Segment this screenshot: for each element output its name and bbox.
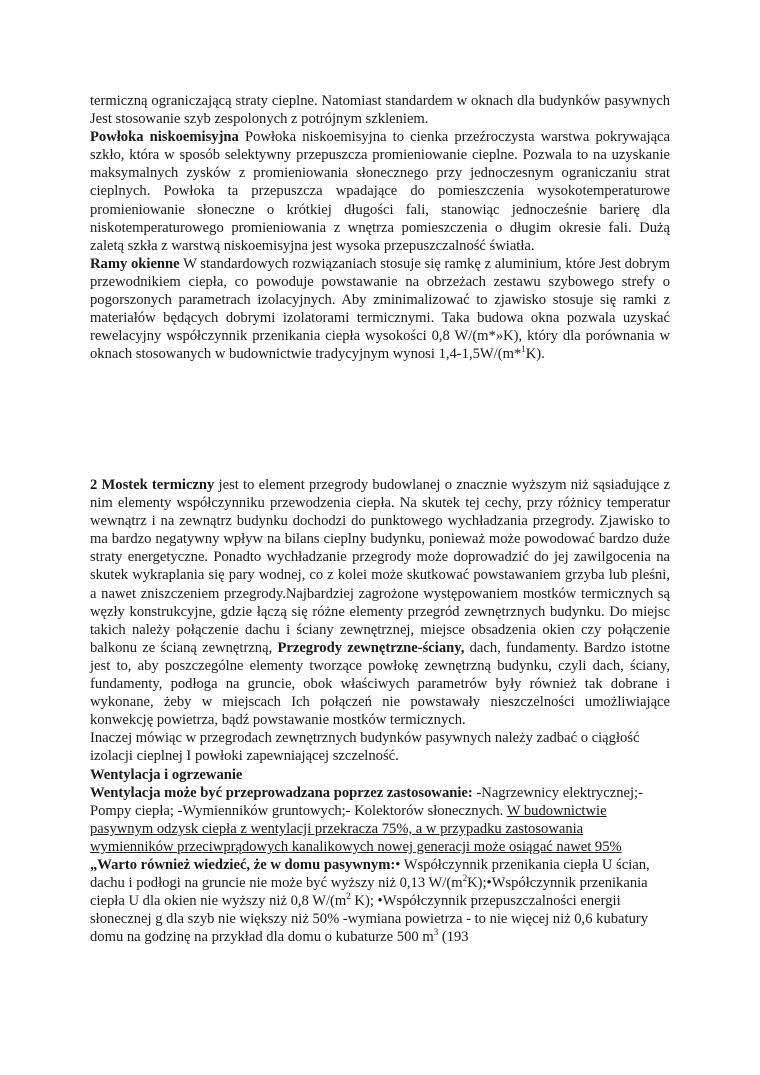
low-emissivity-paragraph: Powłoka niskoemisyjna Powłoka niskoemisyjna to cienka przeźroczysta warstwa pokrywająca szkło, która w sposób selektywny przepuszcza promieniowanie cieplne. Pozwala to na uzyskanie maksymalnych zysków z promieniowania słonecznego przy jednoczesnym ograniczaniu strat cieplnych. Powłoka ta przepuszcza wpadające do pomieszczenia wysokotemperaturowe promieniowanie słoneczne o krótkiej długości fali, stanowiąc jednocześnie barierę dla niskotemperaturowego promieniowania z wnętrza pomieszczenia o długim okresie fali. Dużą zaletą szkła z warstwą niskoemisyjna jest wysoka przepuszczalność światła. bbox=[90, 129, 670, 254]
window-frames-paragraph: Ramy okienne W standardowych rozwiązaniach stosuje się ramkę z aluminium, które Jest dobrym przewodnikiem ciepła, co powoduje powstawanie na obrzeżach zestawu szybowego strefy o pogorszonych parametrach izolacyjnych. Aby zminimalizować to zjawisko stosuje się ramki z materiałów będących dobrymi izolatorami termicznymi. Taka budowa okna pozwala uzyskać rewelacyjny współczynnik przenikania ciepła wysokości 0,8 W/(m*»K), który dla porównania w oknach stosowanych w budownictwie tradycyjnym wynosi 1,4-1,5W/(m*$^1$K). bbox=[90, 255, 670, 363]
low-emissivity-heading: Powłoka niskoemisyjna bbox=[90, 129, 239, 146]
intro-paragraph: termiczną ograniczającą straty cieplne. Natomiast standardem w oknach dla budynków pasywnych Jest stosowanie szyb zespolonych z potrójnym szkleniem. bbox=[90, 93, 670, 128]
continuity-paragraph: Inaczej mówiąc w przegrodach zewnętrznych budynków pasywnych należy zadbać o ciągłość izolacji cieplnej I powłoki zapewniającej szczelność. bbox=[90, 730, 640, 765]
heat-recovery-note: W budownictwie pasywnym odzysk ciepła z wentylacji przekracza 75%, a w przypadku zastosowania wymienników przeciwprądowych kanalikowych nowej generacji może osiągać nawet 95% bbox=[90, 802, 622, 855]
passive-house-facts-heading: „Warto również wiedzieć, że w domu pasywnym: bbox=[90, 856, 396, 873]
ventilation-paragraph: Wentylacja może być przeprowadzana poprzez zastosowanie: -Nagrzewnicy elektrycznej;- Pompy ciepła; -Wymienników gruntowych;- Kolektorów słonecznych. W budownictwie pasywnym odzysk ciepła z wentylacji przekracza 75%, a w przypadku zastosowania wymienników przeciwprądowych kanalikowych nowej generacji może osiągać nawet 95% bbox=[90, 784, 643, 855]
windows-section bbox=[90, 92, 670, 363]
passive-house-facts-paragraph: „Warto również wiedzieć, że w domu pasywnym:• Współczynnik przenikania ciepła U ścian, dachu i podłogi na gruncie nie może być wyższy niż 0,13 $W/(m^2K);•Współczynnik$ przenikania ciepła U dla okien nie wyższy niż 0,8 $W/(m^2$ K); •Współczynnik przepuszczalności energii słonecznej g dla szyb nie większy niż 50% -wymiana powietrza - to nie więcej niż 0,6 kubatury domu na godzinę na przykład dla domu o kubaturze 500 $m^3$ (193 bbox=[90, 856, 650, 946]
thermal-bridge-section bbox=[90, 476, 670, 946]
thermal-bridge-paragraph: 2 Mostek termiczny jest to element przegrody budowlanej o znacznie wyższym niż sąsiadujące z nim elementy współczynniku przewodzenia ciepła. Na skutek tej cechy, przy różnicy temperatur wewnątrz i na zewnątrz budynku dochodzi do punktowego wychładzania przegrody. Zjawisko to ma bardzo negatywny wpływ na bilans cieplny budynku, ponieważ może powodować bardzo duże straty energetyczne. Ponadto wychładzanie przegrody może doprowadzić do jej zawilgocenia na skutek wykraplania się pary wodnej, co z kolei może skutkować powstawaniem grzyba lub pleśni, a nawet zniszczeniem przegrody.Najbardziej zagrożone występowaniem mostków termicznych są węzły konstrukcyjne, gdzie łączą się różne elementy przegród zewnętrznych budynku. Do miejsc takich należy połączenie dachu i ściany zewnętrznej, miejsce obsadzenia okien czy połączenie balkonu ze ścianą zewnętrzną, Przegrody zewnętrzne-ściany, dach, fundamenty. Bardzo istotne jest to, aby poszczególne elementy tworzące powłokę zewnętrzną budynku, czyli dach, ściany, fundamenty, podłoga na gruncie, obok właściwych parametrów były również tak dobrane i wykonane, żeby w miejscach Ich połączeń nie powstawały nieszczelności umożliwiające konwekcję powietrza, bądź powstawanie mostków termicznych. bbox=[90, 477, 670, 729]
ventilation-subheading: Wentylacja może być przeprowadzana poprzez zastosowanie: bbox=[90, 784, 473, 801]
thermal-bridge-heading: 2 Mostek termiczny bbox=[90, 477, 215, 493]
external-walls-term: Przegrody zewnętrzne-ściany, bbox=[277, 639, 465, 656]
ventilation-heading: Wentylacja i ogrzewanie bbox=[90, 766, 243, 783]
window-frames-heading: Ramy okienne bbox=[90, 255, 180, 272]
